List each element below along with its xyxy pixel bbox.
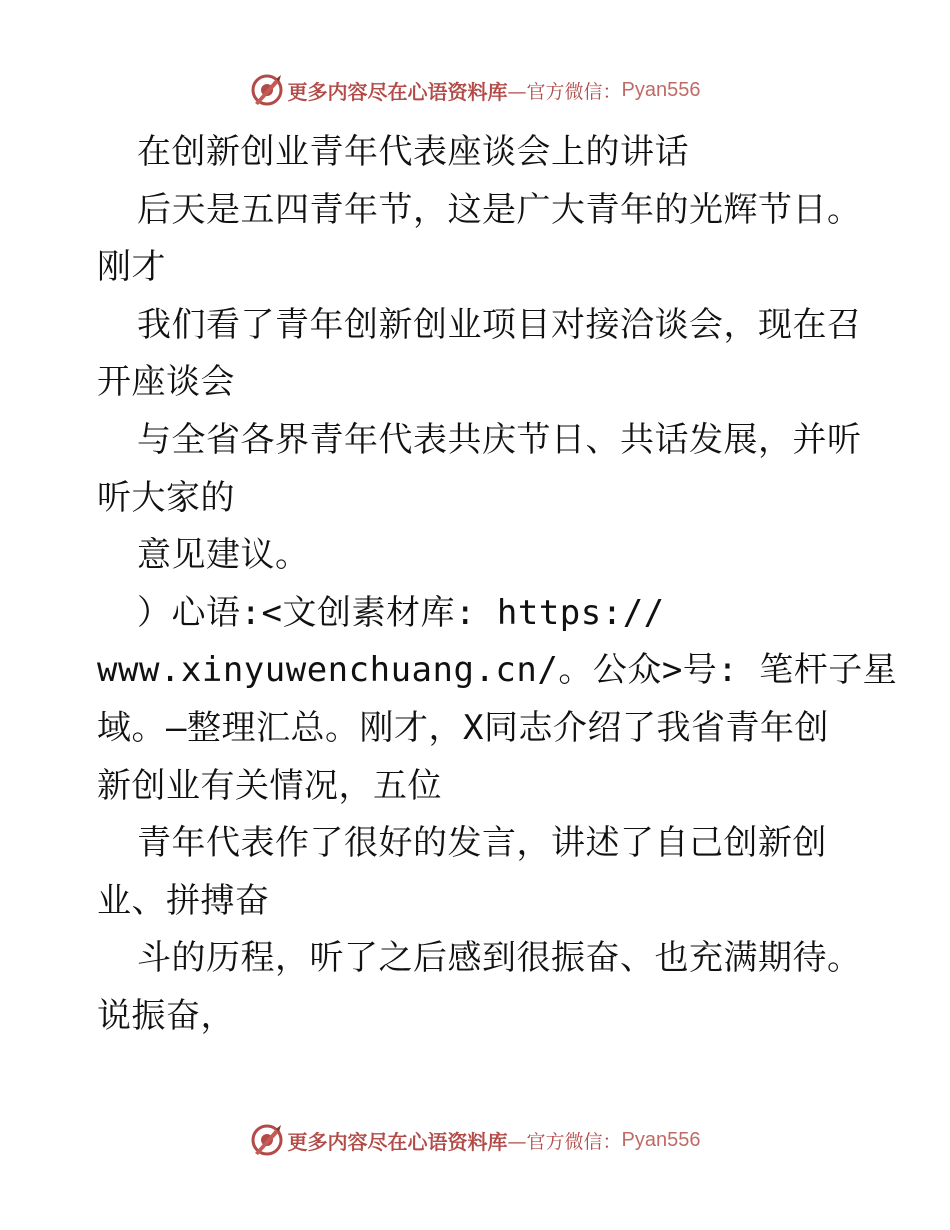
watermark-wechat-id: Pyan556	[621, 1128, 701, 1151]
paragraph-line: 说振奋，	[97, 995, 235, 1036]
document-body	[97, 124, 898, 1046]
watermark-subtext: —官方微信：	[507, 1130, 622, 1153]
paragraph-line: 我们看了青年创新创业项目对接洽谈会，现在召	[137, 304, 862, 345]
watermark-subtext: —官方微信：	[507, 80, 622, 103]
paragraph-line: 新创业有关情况，五位	[97, 765, 442, 806]
paragraph-line: 斗的历程，听了之后感到很振奋、也充满期待。	[137, 938, 862, 979]
document-title: 在创新创业青年代表座谈会上的讲话	[137, 132, 689, 172]
paragraph-line: 青年代表作了很好的发言，讲述了自己创新创	[137, 823, 827, 864]
watermark-wechat-id: Pyan556	[621, 78, 701, 101]
paragraph-line: 域。—整理汇总。刚才，X同志介绍了我省青年创	[97, 707, 829, 748]
header-watermark	[0, 72, 950, 108]
footer-watermark	[0, 1122, 950, 1158]
paragraph-line: ）心语:<文创素材库: https://	[137, 592, 665, 633]
quill-logo-icon	[250, 1123, 284, 1157]
paragraph-line: 开座谈会	[97, 362, 235, 403]
paragraph-line: www.xinyuwenchuang.cn/。公众>号: 笔杆子星	[97, 650, 898, 691]
watermark-text: 更多内容尽在心语资料库	[287, 79, 508, 104]
paragraph-line: 刚才	[97, 247, 166, 288]
paragraph-line: 业、拼搏奋	[97, 880, 270, 921]
paragraph-line: 听大家的	[97, 477, 235, 518]
paragraph-line: 与全省各界青年代表共庆节日、共话发展，并听	[137, 419, 862, 460]
watermark-text: 更多内容尽在心语资料库	[287, 1129, 508, 1154]
paragraph-line: 意见建议。	[137, 535, 310, 576]
quill-logo-icon	[250, 73, 284, 107]
paragraph-line: 后天是五四青年节，这是广大青年的光辉节日。	[137, 189, 862, 230]
